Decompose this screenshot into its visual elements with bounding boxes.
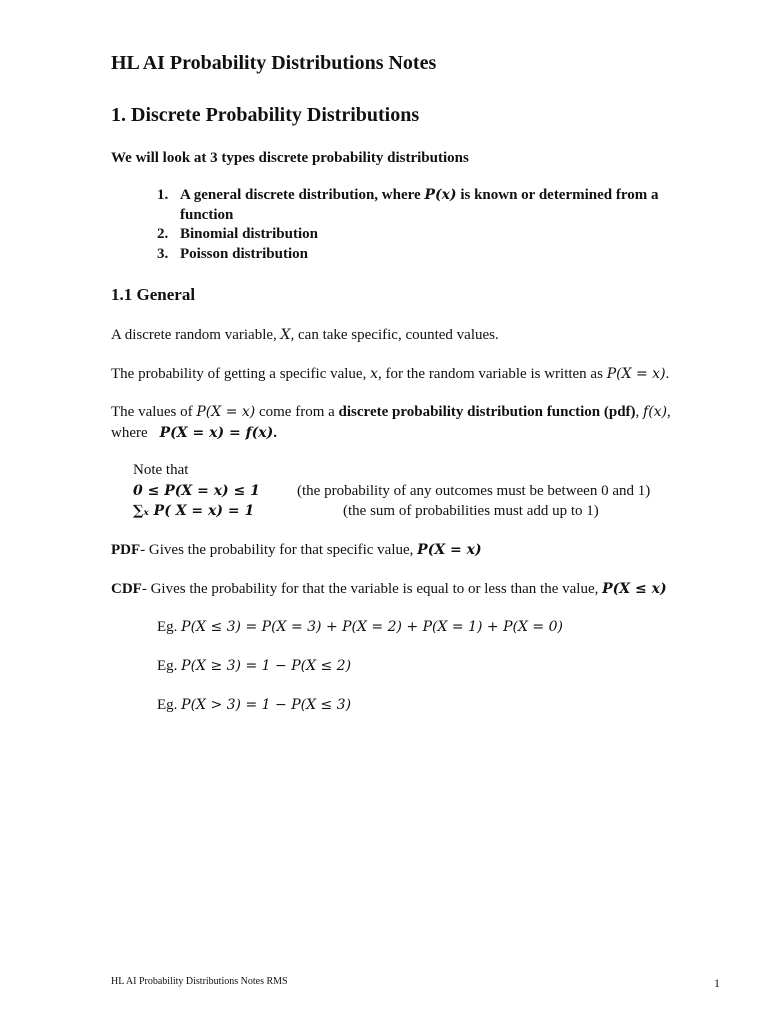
paragraph-probability: The probability of getting a specific value, x, for the random variable is written as P(X = x). bbox=[111, 366, 670, 382]
section-heading: 1. Discrete Probability Distributions bbox=[111, 104, 420, 126]
example-2: Eg. P(X ≥ 3) = 1 − P(X ≤ 2) bbox=[157, 658, 352, 674]
cdf-definition: CDF- Gives the probability for that the variable is equal to or less than the value, P(X ≤ x) bbox=[111, 581, 667, 597]
paragraph-pdf-formula: where P(X = x) = f(x). bbox=[111, 425, 277, 441]
list-item: 1. A general discrete distribution, where P(x) is known or determined from a function bbox=[157, 187, 659, 223]
probability-bounds-description: (the probability of any outcomes must be between 0 and 1) bbox=[297, 483, 651, 499]
note-label: Note that bbox=[133, 462, 189, 478]
paragraph-pdf-definition: The values of P(X = x) come from a discrete probability distribution function (pdf), f(x), bbox=[111, 404, 671, 420]
document-title: HL AI Probability Distributions Notes bbox=[111, 52, 437, 74]
sum-probabilities-formula: ∑ₓ P( X = x) = 1 bbox=[133, 503, 255, 519]
footer-text: HL AI Probability Distributions Notes RMS bbox=[111, 976, 288, 987]
example-1: Eg. P(X ≤ 3) = P(X = 3) + P(X = 2) + P(X = 1) + P(X = 0) bbox=[157, 619, 563, 635]
intro-text: We will look at 3 types discrete probability distributions bbox=[111, 150, 469, 166]
paragraph-random-variable: A discrete random variable, X, can take specific, counted values. bbox=[111, 327, 499, 343]
sum-probabilities-description: (the sum of probabilities must add up to 1) bbox=[343, 503, 599, 519]
probability-bounds-formula: 0 ≤ P(X = x) ≤ 1 bbox=[133, 483, 260, 499]
list-item: 3. Poisson distribution bbox=[157, 245, 308, 262]
pdf-definition: PDF- Gives the probability for that specific value, P(X = x) bbox=[111, 542, 482, 558]
distribution-types-list bbox=[157, 186, 700, 264]
list-item: 2. Binomial distribution bbox=[157, 226, 318, 242]
page-number: 1 bbox=[714, 976, 720, 990]
example-3: Eg. P(X > 3) = 1 − P(X ≤ 3) bbox=[157, 697, 352, 713]
subsection-heading: 1.1 General bbox=[111, 285, 196, 304]
